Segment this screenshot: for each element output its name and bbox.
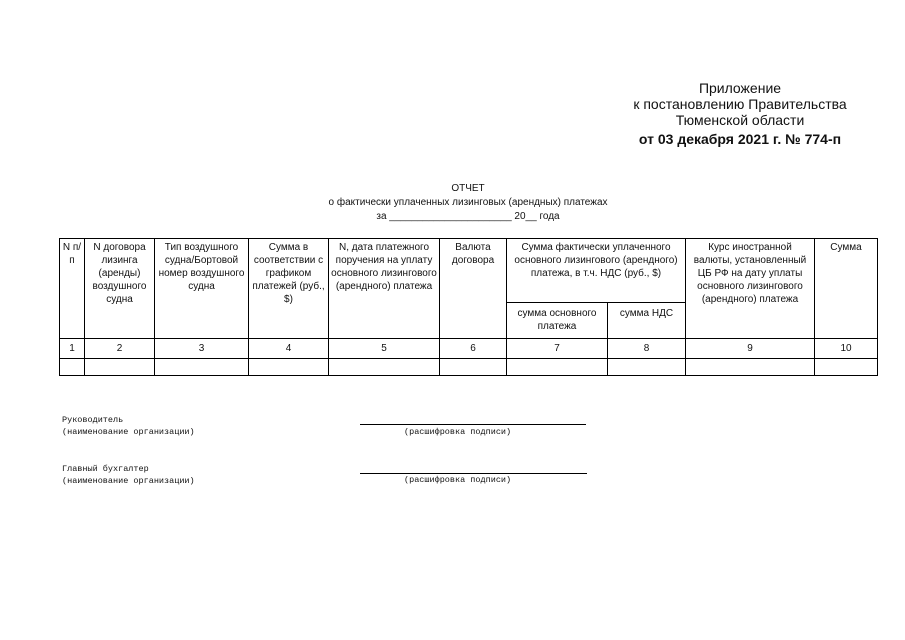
empty-cell[interactable]	[507, 359, 608, 376]
header-sum: Сумма	[815, 239, 878, 339]
column-number: 10	[815, 339, 878, 359]
empty-cell[interactable]	[686, 359, 815, 376]
column-number: 9	[686, 339, 815, 359]
appendix-region: Тюменской области	[675, 112, 805, 128]
signature-head-role: Руководитель	[62, 415, 124, 425]
empty-cell[interactable]	[85, 359, 155, 376]
table-header-row	[60, 239, 878, 303]
header-principal-amount: сумма основного платежа	[507, 303, 608, 339]
column-number: 3	[155, 339, 249, 359]
header-payment-order: N, дата платежного поручения на уплату основного лизингового (арендного) платежа	[329, 239, 440, 339]
column-number: 2	[85, 339, 155, 359]
header-contract-currency: Валюта договора	[440, 239, 507, 339]
report-title-block	[270, 182, 666, 224]
column-number: 4	[249, 339, 329, 359]
column-numbers-row	[60, 339, 878, 359]
empty-cell[interactable]	[329, 359, 440, 376]
signature-head-line[interactable]	[360, 424, 586, 425]
signature-accountant-caption: (расшифровка подписи)	[404, 475, 512, 485]
appendix-decree: к постановлению Правительства	[633, 96, 847, 112]
column-number: 1	[60, 339, 85, 359]
empty-cell[interactable]	[440, 359, 507, 376]
report-heading: ОТЧЕТ	[451, 183, 485, 194]
report-period: за ______________________ 20__ года	[376, 211, 560, 222]
signature-head-caption: (расшифровка подписи)	[404, 427, 512, 437]
column-number: 8	[608, 339, 686, 359]
empty-cell[interactable]	[249, 359, 329, 376]
column-number: 6	[440, 339, 507, 359]
empty-cell[interactable]	[60, 359, 85, 376]
signature-head-block	[62, 414, 195, 438]
column-number: 5	[329, 339, 440, 359]
signature-accountant-org: (наименование организации)	[62, 476, 195, 486]
header-row-number: N п/п	[60, 239, 85, 339]
empty-cell[interactable]	[815, 359, 878, 376]
empty-cell[interactable]	[155, 359, 249, 376]
signature-accountant-block	[62, 463, 195, 487]
empty-cell[interactable]	[608, 359, 686, 376]
appendix-title: Приложение	[698, 80, 782, 96]
header-vat-amount: сумма НДС	[608, 303, 686, 339]
appendix-block	[600, 80, 880, 147]
header-contract-number: N договора лизинга (аренды) воздушного судна	[85, 239, 155, 339]
column-number: 7	[507, 339, 608, 359]
header-exchange-rate: Курс иностранной валюты, установленный ЦБ РФ на дату уплаты основного лизингового (арендного) платежа	[686, 239, 815, 339]
signature-accountant-role: Главный бухгалтер	[62, 464, 149, 474]
signature-head-org: (наименование организации)	[62, 427, 195, 437]
report-subheading: о фактически уплаченных лизинговых (арендных) платежах	[328, 197, 608, 208]
report-table	[59, 238, 878, 376]
header-aircraft-type: Тип воздушного судна/Бортовой номер воздушного судна	[155, 239, 249, 339]
header-paid-amount-group: Сумма фактически уплаченного основного лизингового (арендного) платежа, в т.ч. НДС (руб., $)	[507, 239, 686, 303]
empty-data-row	[60, 359, 878, 376]
header-scheduled-amount: Сумма в соответствии с графиком платежей (руб., $)	[249, 239, 329, 339]
appendix-date: от 03 декабря 2021 г. № 774-п	[638, 131, 842, 147]
